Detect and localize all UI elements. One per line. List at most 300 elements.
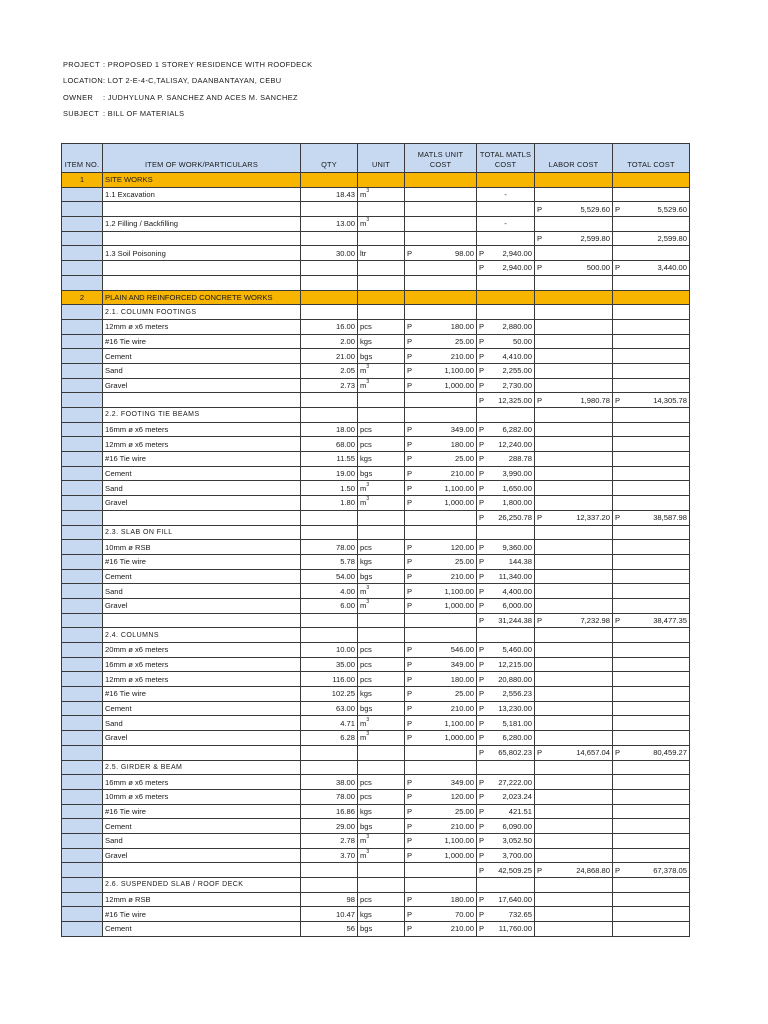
unit-cell [358,687,405,702]
matls-unit-cost-cell [405,261,477,276]
labor-cost-cell [535,716,613,731]
table-row [62,349,690,364]
total-matls-cost-cell [477,540,535,555]
header-key: SUBJECT [63,108,100,118]
unit-value: m [360,850,367,860]
table-row [62,775,690,790]
total-matls-cost-cell-value: 2,940.00 [502,248,532,258]
unit-cell [358,878,405,893]
total-matls-cost-cell-value: 732.65 [508,909,532,919]
header-value: : BILL OF MATERIALS [103,108,185,118]
total-matls-cost-cell [477,687,535,702]
unit-value: pcs [360,439,372,449]
particulars-cell [103,613,301,628]
matls-unit-cost-cell [405,173,477,188]
currency-symbol: P [479,469,485,479]
unit-value: bgs [360,469,373,479]
total-matls-cost-cell [477,628,535,643]
matls-unit-cost-cell [405,628,477,643]
qty-value: 6.00 [340,601,355,611]
item-no-cell [62,701,103,716]
qty-cell [301,173,358,188]
qty-cell [301,305,358,320]
total-matls-cost-cell [477,833,535,848]
currency-symbol: P [407,777,413,787]
particulars-cell [103,598,301,613]
item-no: 1 [79,175,85,185]
particulars-text: Gravel [105,380,128,390]
matls-unit-cost-cell-value: 210.00 [450,704,474,714]
table-row [62,701,690,716]
labor-cost-cell [535,275,613,290]
qty-value: 4.00 [340,586,355,596]
header-key: OWNER [63,92,94,102]
unit-exponent: 3 [366,599,370,606]
particulars-text: #16 Tie wire [105,909,146,919]
total-cost-cell-value: 80,459.27 [653,748,687,758]
total-matls-cost-cell [477,716,535,731]
currency-symbol: P [615,395,621,405]
qty-cell [301,275,358,290]
matls-unit-cost-cell [405,452,477,467]
total-matls-cost-cell [477,173,535,188]
unit-cell [358,349,405,364]
labor-cost-cell [535,231,613,246]
total-cost-cell [613,701,690,716]
qty-cell [301,833,358,848]
matls-unit-cost-cell [405,745,477,760]
total-matls-cost-cell [477,217,535,232]
currency-symbol: P [407,248,413,258]
currency-symbol: P [407,425,413,435]
item-no-cell [62,907,103,922]
total-cost-cell [613,775,690,790]
labor-cost-cell [535,598,613,613]
item-no-cell [62,363,103,378]
unit-cell [358,848,405,863]
particulars-cell [103,643,301,658]
total-matls-cost-cell-value: 421.51 [508,806,532,816]
currency-symbol: P [407,806,413,816]
labor-cost-cell [535,187,613,202]
total-matls-cost-cell-value: 12,240.00 [498,439,532,449]
particulars-cell [103,246,301,261]
table-row [62,231,690,246]
labor-cost-cell-value: 24,868.80 [576,865,610,875]
matls-unit-cost-cell-value: 210.00 [450,924,474,934]
particulars-cell [103,804,301,819]
unit-value: bgs [360,924,373,934]
item-no-cell [62,437,103,452]
matls-unit-cost-cell [405,569,477,584]
matls-unit-cost-cell [405,378,477,393]
qty-cell [301,408,358,423]
currency-symbol: P [407,733,413,743]
matls-unit-cost-cell-value: 1,100.00 [444,366,474,376]
particulars-cell [103,569,301,584]
item-no-cell [62,305,103,320]
labor-cost-cell [535,760,613,775]
labor-cost-cell [535,613,613,628]
unit-cell [358,481,405,496]
currency-symbol: P [479,792,485,802]
particulars-text: Sand [105,586,123,596]
currency-symbol: P [407,836,413,846]
total-cost-cell [613,569,690,584]
item-no-cell [62,804,103,819]
total-matls-cost-cell-value: 2,556.23 [502,689,532,699]
total-matls-cost-cell-value: 2,940.00 [502,263,532,273]
currency-symbol: P [407,821,413,831]
total-matls-cost-cell [477,466,535,481]
particulars-text: 16mm ø x6 meters [105,660,169,670]
qty-cell [301,598,358,613]
matls-unit-cost-cell [405,246,477,261]
currency-symbol: P [479,395,485,405]
matls-unit-cost-cell [405,819,477,834]
table-row [62,378,690,393]
particulars-cell [103,496,301,511]
qty-value: 2.00 [340,336,355,346]
total-cost-cell [613,334,690,349]
total-matls-cost-cell [477,305,535,320]
matls-unit-cost-cell-value: 25.00 [454,336,474,346]
item-no-cell [62,334,103,349]
matls-unit-cost-cell [405,598,477,613]
unit-exponent: 3 [366,496,370,503]
subsection-row [62,760,690,775]
total-cost-cell [613,878,690,893]
unit-cell [358,393,405,408]
unit-cell [358,408,405,423]
matls-unit-cost-cell [405,789,477,804]
table-row [62,466,690,481]
unit-value: kgs [360,689,372,699]
table-row [62,393,690,408]
total-matls-cost-cell-value: 31,244.38 [498,615,532,625]
item-no-cell [62,687,103,702]
particulars-cell [103,187,301,202]
total-matls-cost-cell [477,393,535,408]
particulars-text: Gravel [105,601,128,611]
item-no-cell [62,408,103,423]
total-matls-cost-cell [477,731,535,746]
labor-cost-cell [535,393,613,408]
particulars-cell [103,584,301,599]
total-matls-cost-cell [477,598,535,613]
qty-cell [301,716,358,731]
qty-cell [301,819,358,834]
labor-cost-cell [535,290,613,305]
total-cost-cell [613,672,690,687]
particulars-text: #16 Tie wire [105,336,146,346]
total-matls-cost-cell-value: 6,282.00 [502,425,532,435]
unit-value: kgs [360,806,372,816]
currency-symbol: P [479,689,485,699]
qty-value: 54.00 [335,571,355,581]
unit-exponent: 3 [366,834,370,841]
qty-value: 102.25 [331,689,355,699]
total-matls-cost-cell [477,907,535,922]
total-cost-cell-value: 3,440.00 [657,263,687,273]
total-cost-cell [613,643,690,658]
header-line [63,90,312,106]
particulars-text: SITE WORKS [105,175,153,185]
matls-unit-cost-cell-value: 1,100.00 [444,836,474,846]
matls-unit-cost-cell [405,554,477,569]
item-no-cell [62,217,103,232]
total-matls-cost-cell [477,745,535,760]
qty-value: 19.00 [335,469,355,479]
particulars-text: Cement [105,821,132,831]
particulars-cell [103,275,301,290]
item-no-cell [62,261,103,276]
matls-unit-cost-cell-value: 1,000.00 [444,601,474,611]
table-row [62,554,690,569]
particulars-cell [103,687,301,702]
total-matls-cost-cell [477,878,535,893]
item-no-cell [62,466,103,481]
qty-cell [301,422,358,437]
matls-unit-cost-cell [405,422,477,437]
qty-value: 68.00 [335,439,355,449]
table-row [62,892,690,907]
unit-cell [358,804,405,819]
unit-value: bgs [360,704,373,714]
labor-cost-cell [535,863,613,878]
labor-cost-cell [535,775,613,790]
currency-symbol: P [479,909,485,919]
unit-value: pcs [360,777,372,787]
total-cost-cell [613,819,690,834]
qty-cell [301,481,358,496]
item-no-cell [62,569,103,584]
unit-cell [358,305,405,320]
item-no-cell [62,481,103,496]
qty-cell [301,804,358,819]
currency-symbol: P [407,924,413,934]
unit-value: pcs [360,895,372,905]
matls-unit-cost-cell-value: 349.00 [450,660,474,670]
qty-cell [301,863,358,878]
unit-value: m [360,836,367,846]
currency-symbol: P [479,615,485,625]
unit-exponent: 3 [366,481,370,488]
total-matls-cost-cell [477,187,535,202]
total-matls-cost-cell [477,452,535,467]
currency-symbol: P [615,615,621,625]
currency-symbol: P [537,865,543,875]
total-cost-cell [613,907,690,922]
unit-cell [358,525,405,540]
qty-cell [301,569,358,584]
particulars-cell [103,437,301,452]
column-header-qty: QTY [301,144,358,173]
total-matls-cost-cell-value: 17,640.00 [498,895,532,905]
unit-cell [358,760,405,775]
matls-unit-cost-cell-value: 1,000.00 [444,498,474,508]
unit-value: ltr [360,248,367,258]
total-matls-cost-cell-value: 50.00 [512,336,532,346]
unit-cell [358,907,405,922]
unit-cell [358,217,405,232]
total-matls-cost-cell [477,231,535,246]
currency-symbol: P [615,865,621,875]
item-no-cell [62,745,103,760]
labor-cost-cell [535,833,613,848]
matls-unit-cost-cell-value: 349.00 [450,777,474,787]
matls-unit-cost-cell [405,231,477,246]
qty-value: 29.00 [335,821,355,831]
particulars-cell [103,466,301,481]
unit-exponent: 3 [366,716,370,723]
matls-unit-cost-cell-value: 98.00 [454,248,474,258]
total-matls-cost-cell [477,760,535,775]
unit-cell [358,745,405,760]
qty-value: 4.71 [340,718,355,728]
qty-value: 2.73 [340,380,355,390]
currency-symbol: P [479,718,485,728]
qty-cell [301,701,358,716]
qty-cell [301,760,358,775]
currency-symbol: P [537,615,543,625]
total-matls-cost-cell-value: 5,181.00 [502,718,532,728]
table-row [62,789,690,804]
unit-cell [358,731,405,746]
labor-cost-cell [535,745,613,760]
total-matls-cost-cell-value: - [504,190,507,200]
matls-unit-cost-cell-value: 1,100.00 [444,483,474,493]
item-no-cell [62,657,103,672]
particulars-cell [103,848,301,863]
total-matls-cost-cell [477,819,535,834]
matls-unit-cost-cell-value: 210.00 [450,821,474,831]
matls-unit-cost-cell [405,775,477,790]
matls-unit-cost-cell [405,334,477,349]
table-row [62,246,690,261]
table-row [62,687,690,702]
total-matls-cost-cell-value: 13,230.00 [498,704,532,714]
item-no-cell [62,540,103,555]
total-matls-cost-cell [477,363,535,378]
table-row [62,657,690,672]
unit-cell [358,833,405,848]
total-matls-cost-cell-value: 12,325.00 [498,395,532,405]
matls-unit-cost-cell [405,878,477,893]
unit-value: kgs [360,909,372,919]
item-no-cell [62,378,103,393]
particulars-text: 10mm ø RSB [105,542,151,552]
unit-cell [358,613,405,628]
item-no-cell [62,510,103,525]
particulars-text: 2.2. FOOTING TIE BEAMS [105,411,200,419]
labor-cost-cell [535,789,613,804]
unit-value: pcs [360,542,372,552]
qty-cell [301,466,358,481]
particulars-cell [103,701,301,716]
particulars-cell [103,202,301,217]
currency-symbol: P [479,366,485,376]
unit-value: m [360,483,367,493]
item-no-cell [62,892,103,907]
currency-symbol: P [479,322,485,332]
total-cost-cell [613,363,690,378]
table-row [62,643,690,658]
total-cost-cell [613,584,690,599]
column-header-total-matls-cost: TOTAL MATLS COST [477,144,535,173]
unit-cell [358,510,405,525]
particulars-cell [103,525,301,540]
total-matls-cost-cell-value: 3,700.00 [502,850,532,860]
particulars-cell [103,334,301,349]
labor-cost-cell [535,261,613,276]
particulars-text: 12mm ø RSB [105,895,151,905]
qty-value: 6.28 [340,733,355,743]
currency-symbol: P [479,850,485,860]
currency-symbol: P [479,704,485,714]
subsection-row [62,628,690,643]
unit-cell [358,657,405,672]
unit-value: bgs [360,571,373,581]
table-row [62,510,690,525]
particulars-text: #16 Tie wire [105,806,146,816]
matls-unit-cost-cell-value: 25.00 [454,806,474,816]
qty-cell [301,187,358,202]
header-key: LOCATION [63,76,104,86]
matls-unit-cost-cell-value: 1,100.00 [444,718,474,728]
qty-value: 18.00 [335,425,355,435]
total-matls-cost-cell [477,657,535,672]
qty-cell [301,892,358,907]
currency-symbol: P [407,601,413,611]
matls-unit-cost-cell [405,437,477,452]
total-cost-cell [613,804,690,819]
total-cost-cell [613,349,690,364]
particulars-cell [103,481,301,496]
qty-cell [301,496,358,511]
matls-unit-cost-cell [405,217,477,232]
currency-symbol: P [479,542,485,552]
item-no: 2 [79,292,85,302]
particulars-text: #16 Tie wire [105,689,146,699]
unit-cell [358,496,405,511]
total-matls-cost-cell [477,408,535,423]
particulars-cell [103,716,301,731]
total-cost-cell [613,687,690,702]
labor-cost-cell [535,569,613,584]
header-value: : LOT 2-E-4-C,TALISAY, DAANBANTAYAN, CEBU [103,76,282,86]
currency-symbol: P [479,557,485,567]
particulars-cell [103,922,301,937]
currency-symbol: P [407,483,413,493]
total-cost-cell [613,525,690,540]
currency-symbol: P [479,806,485,816]
total-matls-cost-cell-value: 2,255.00 [502,366,532,376]
unit-cell [358,672,405,687]
table-row [62,275,690,290]
qty-value: 30.00 [335,248,355,258]
total-matls-cost-cell-value: 4,400.00 [502,586,532,596]
total-matls-cost-cell-value: 3,052.50 [502,836,532,846]
total-cost-cell [613,745,690,760]
qty-value: 2.05 [340,366,355,376]
particulars-cell [103,217,301,232]
currency-symbol: P [479,924,485,934]
table-row [62,863,690,878]
particulars-text: 1.3 Soil Poisoning [105,248,166,258]
total-matls-cost-cell-value: 1,800.00 [502,498,532,508]
currency-symbol: P [537,513,543,523]
